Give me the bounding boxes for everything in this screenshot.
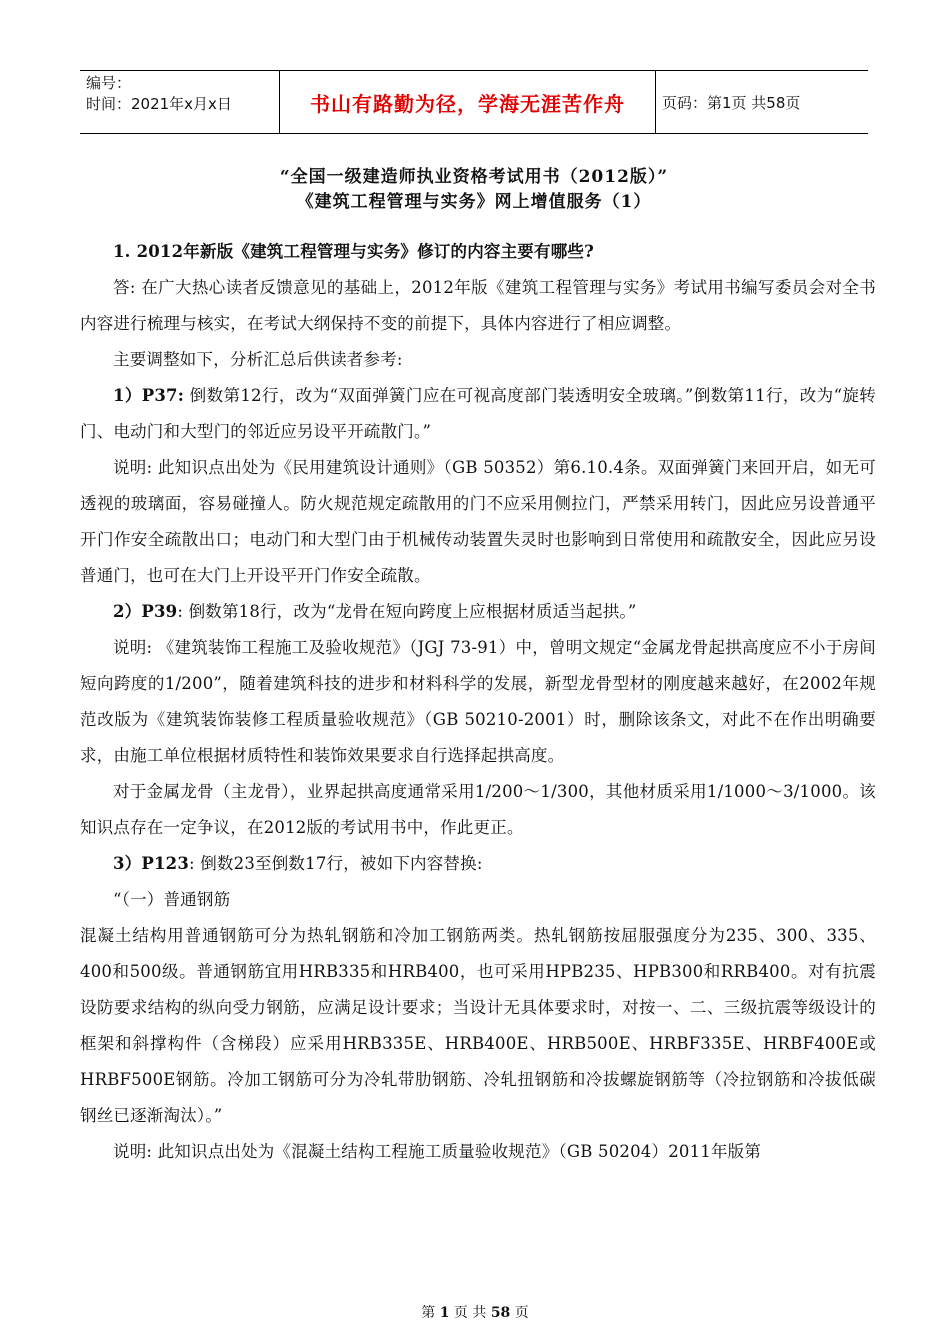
answer-1: 答: 在广大热心读者反馈意见的基础上，2012年版《建筑工程管理与实务》考试用书编写委员会对全书内容进行梳理与核实，在考试大纲保持不变的前提下，具体内容进行了相应调整。 (80, 278, 876, 333)
item-1-text: 倒数第12行，改为“双面弹簧门应在可视高度部门装透明安全玻璃。”倒数第11行，改为“旋转门、电动门和大型门的邻近应另设平开疏散门。” (80, 386, 876, 441)
intro-text: 主要调整如下，分析汇总后供读者参考: (113, 350, 403, 369)
item-2-note: 说明: 《建筑装饰工程施工及验收规范》（JGJ 73-91）中，曾明文规定“金属龙骨起拱高度应不小于房间短向跨度的1/200”，随着建筑科技的进步和材料科学的发展，新型龙骨型材的刚度越来越好，在2002年规范改版为《建筑装饰装修工程质量验收规范》（GB 50210-2001）时，删除该条文，对此不在作出明确要求，由施工单位根据材质特性和装饰效果要求自行选择起拱高度。 (80, 638, 876, 765)
header-motto: 书山有路勤为径，学海无涯苦作舟 (280, 71, 656, 133)
item-3-note: 说明: 此知识点出处为《混凝土结构工程施工质量验收规范》（GB 50204）2011年版第 (113, 1142, 762, 1161)
item-1-note: 说明: 此知识点出处为《民用建筑设计通则》（GB 50352）第6.10.4条。双面弹簧门来回开启，如无可透视的玻璃面，容易碰撞人。防火规范规定疏散用的门不应采用侧拉门，严禁采用转门，因此应另设普通平开门作安全疏散出口；电动门和大型门由于机械传动装置失灵时也影响到日常使用和疏散安全，因此应另设普通门，也可在大门上开设平开门作安全疏散。 (80, 458, 876, 585)
page-footer (0, 1302, 950, 1322)
item-1 (80, 378, 876, 450)
footer-middle: 页 共 (449, 1305, 491, 1321)
question-1: 1. 2012年新版《建筑工程管理与实务》修订的内容主要有哪些? (113, 242, 594, 261)
header-page-info: 页码：第1页 共58页 (662, 93, 801, 112)
item-2-note-2: 对于金属龙骨（主龙骨），业界起拱高度通常采用1/200～1/300，其他材质采用1/1000～3/1000。该知识点存在一定争议，在2012版的考试用书中，作此更正。 (80, 782, 876, 837)
item-2 (80, 594, 876, 630)
footer-suffix: 页 (510, 1305, 529, 1321)
document-body (80, 234, 876, 1170)
footer-prefix: 第 (421, 1305, 440, 1321)
item-3-subheading: “（一）普通钢筋 (113, 890, 231, 909)
header-time: 时间：2021年x月x日 (86, 95, 232, 113)
header-left-cell (80, 71, 280, 133)
item-3-body: 混凝土结构用普通钢筋可分为热轧钢筋和冷加工钢筋两类。热轧钢筋按屈服强度分为235、300、335、400和500级。普通钢筋宜用HRB335和HRB400，也可采用HPB235、HPB300和RRB400。对有抗震设防要求结构的纵向受力钢筋，应满足设计要求；当设计无具体要求时，对按一、二、三级抗震等级设计的框架和斜撑构件（含梯段）应采用HRB335E、HRB400E、HRB500E、HRBF335E、HRBF400E或HRBF500E钢筋。冷加工钢筋可分为冷轧带肋钢筋、冷轧扭钢筋和冷拔螺旋钢筋等（冷拉钢筋和冷拔低碳钢丝已逐渐淘汰）。” (80, 926, 876, 1125)
footer-page: 1 (439, 1305, 450, 1321)
item-2-text: : 倒数第18行，改为“龙骨在短向跨度上应根据材质适当起拱。” (177, 602, 637, 621)
document-title-line1: “全国一级建造师执业资格考试用书（2012版）” (279, 167, 669, 187)
item-1-head: 1）P37: (113, 386, 185, 405)
footer-total: 58 (490, 1305, 511, 1321)
header-number: 编号： (86, 74, 132, 92)
item-2-head: 2）P39 (113, 602, 178, 621)
item-3-text: : 倒数23至倒数17行，被如下内容替换: (189, 854, 483, 873)
item-3 (80, 846, 876, 882)
document-header (80, 70, 868, 134)
item-3-head: 3）P123 (113, 854, 190, 873)
document-title-line2: 《建筑工程管理与实务》网上增值服务（1） (296, 192, 652, 212)
